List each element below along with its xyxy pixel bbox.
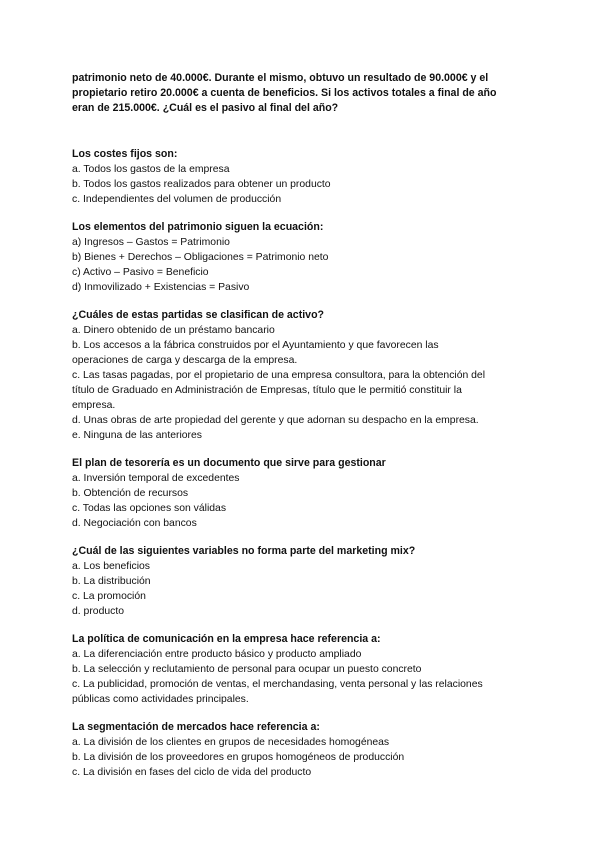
option-b: b. La selección y reclutamiento de personal para ocupar un puesto concreto bbox=[72, 663, 422, 675]
question-title: Los costes fijos son: bbox=[72, 147, 178, 160]
option-c: c. Independientes del volumen de producción bbox=[72, 193, 282, 205]
option-d: d. Negociación con bancos bbox=[72, 517, 197, 529]
option-b: b) Bienes + Derechos – Obligaciones = Patrimonio neto bbox=[72, 251, 329, 263]
option-a: a. La división de los clientes en grupos de necesidades homogéneas bbox=[72, 736, 390, 748]
page-content bbox=[72, 71, 532, 780]
question-title: El plan de tesorería es un documento que sirve para gestionar bbox=[72, 456, 386, 469]
option-b-cont: operaciones de carga y descarga de la empresa. bbox=[72, 354, 298, 366]
question-title: ¿Cuál de las siguientes variables no forma parte del marketing mix? bbox=[72, 544, 416, 557]
option-a: a. La diferenciación entre producto básico y producto ampliado bbox=[72, 648, 362, 660]
option-c-cont: públicas como actividades principales. bbox=[72, 693, 249, 705]
option-b: b. La distribución bbox=[72, 575, 151, 587]
option-c: c. La división en fases del ciclo de vida del producto bbox=[72, 766, 312, 778]
option-c: c. La publicidad, promoción de ventas, el merchandasing, venta personal y las relaciones bbox=[72, 678, 483, 690]
option-d: d. Unas obras de arte propiedad del gerente y que adornan su despacho en la empresa. bbox=[72, 414, 479, 426]
option-a: a. Los beneficios bbox=[72, 560, 150, 572]
question-title: ¿Cuáles de estas partidas se clasifican de activo? bbox=[72, 308, 325, 321]
option-c: c. La promoción bbox=[72, 590, 146, 602]
option-d: d. producto bbox=[72, 605, 124, 617]
option-a: a. Inversión temporal de excedentes bbox=[72, 472, 240, 484]
intro-line: eran de 215.000€. ¿Cuál es el pasivo al final del año? bbox=[72, 102, 339, 115]
option-e: e. Ninguna de las anteriores bbox=[72, 429, 202, 441]
option-c-cont: título de Graduado en Administración de Empresas, título que le permitió constituir la bbox=[72, 384, 462, 396]
question-ecuacion-patrimonio bbox=[72, 220, 532, 295]
option-b: b. Los accesos a la fábrica construidos por el Ayuntamiento y que favorecen las bbox=[72, 339, 439, 351]
option-b: b. Todos los gastos realizados para obtener un producto bbox=[72, 178, 331, 190]
question-marketing-mix bbox=[72, 544, 532, 619]
question-title: La segmentación de mercados hace referencia a: bbox=[72, 720, 320, 733]
option-c-cont: empresa. bbox=[72, 399, 116, 411]
option-a: a. Dinero obtenido de un préstamo bancario bbox=[72, 324, 275, 336]
question-partidas-activo bbox=[72, 308, 532, 443]
question-costes-fijos bbox=[72, 147, 532, 207]
option-c: c) Activo – Pasivo = Beneficio bbox=[72, 266, 209, 278]
intro-line: patrimonio neto de 40.000€. Durante el mismo, obtuvo un resultado de 90.000€ y el bbox=[72, 72, 489, 84]
option-a: a. Todos los gastos de la empresa bbox=[72, 163, 230, 175]
question-title: La política de comunicación en la empresa hace referencia a: bbox=[72, 632, 381, 645]
option-a: a) Ingresos – Gastos = Patrimonio bbox=[72, 236, 230, 248]
option-d: d) Inmovilizado + Existencias = Pasivo bbox=[72, 281, 250, 293]
option-b: b. Obtención de recursos bbox=[72, 487, 189, 499]
question-politica-comunicacion bbox=[72, 632, 532, 707]
intro-line: propietario retiro 20.000€ a cuenta de beneficios. Si los activos totales a final de año bbox=[72, 87, 497, 100]
option-c: c. Las tasas pagadas, por el propietario de una empresa consultora, para la obtención del bbox=[72, 369, 486, 381]
question-plan-tesoreria bbox=[72, 456, 532, 531]
intro-paragraph bbox=[72, 71, 532, 117]
question-title: Los elementos del patrimonio siguen la ecuación: bbox=[72, 220, 324, 233]
question-segmentacion-mercados bbox=[72, 720, 532, 780]
option-b: b. La división de los proveedores en grupos homogéneos de producción bbox=[72, 751, 405, 763]
option-c: c. Todas las opciones son válidas bbox=[72, 502, 227, 514]
